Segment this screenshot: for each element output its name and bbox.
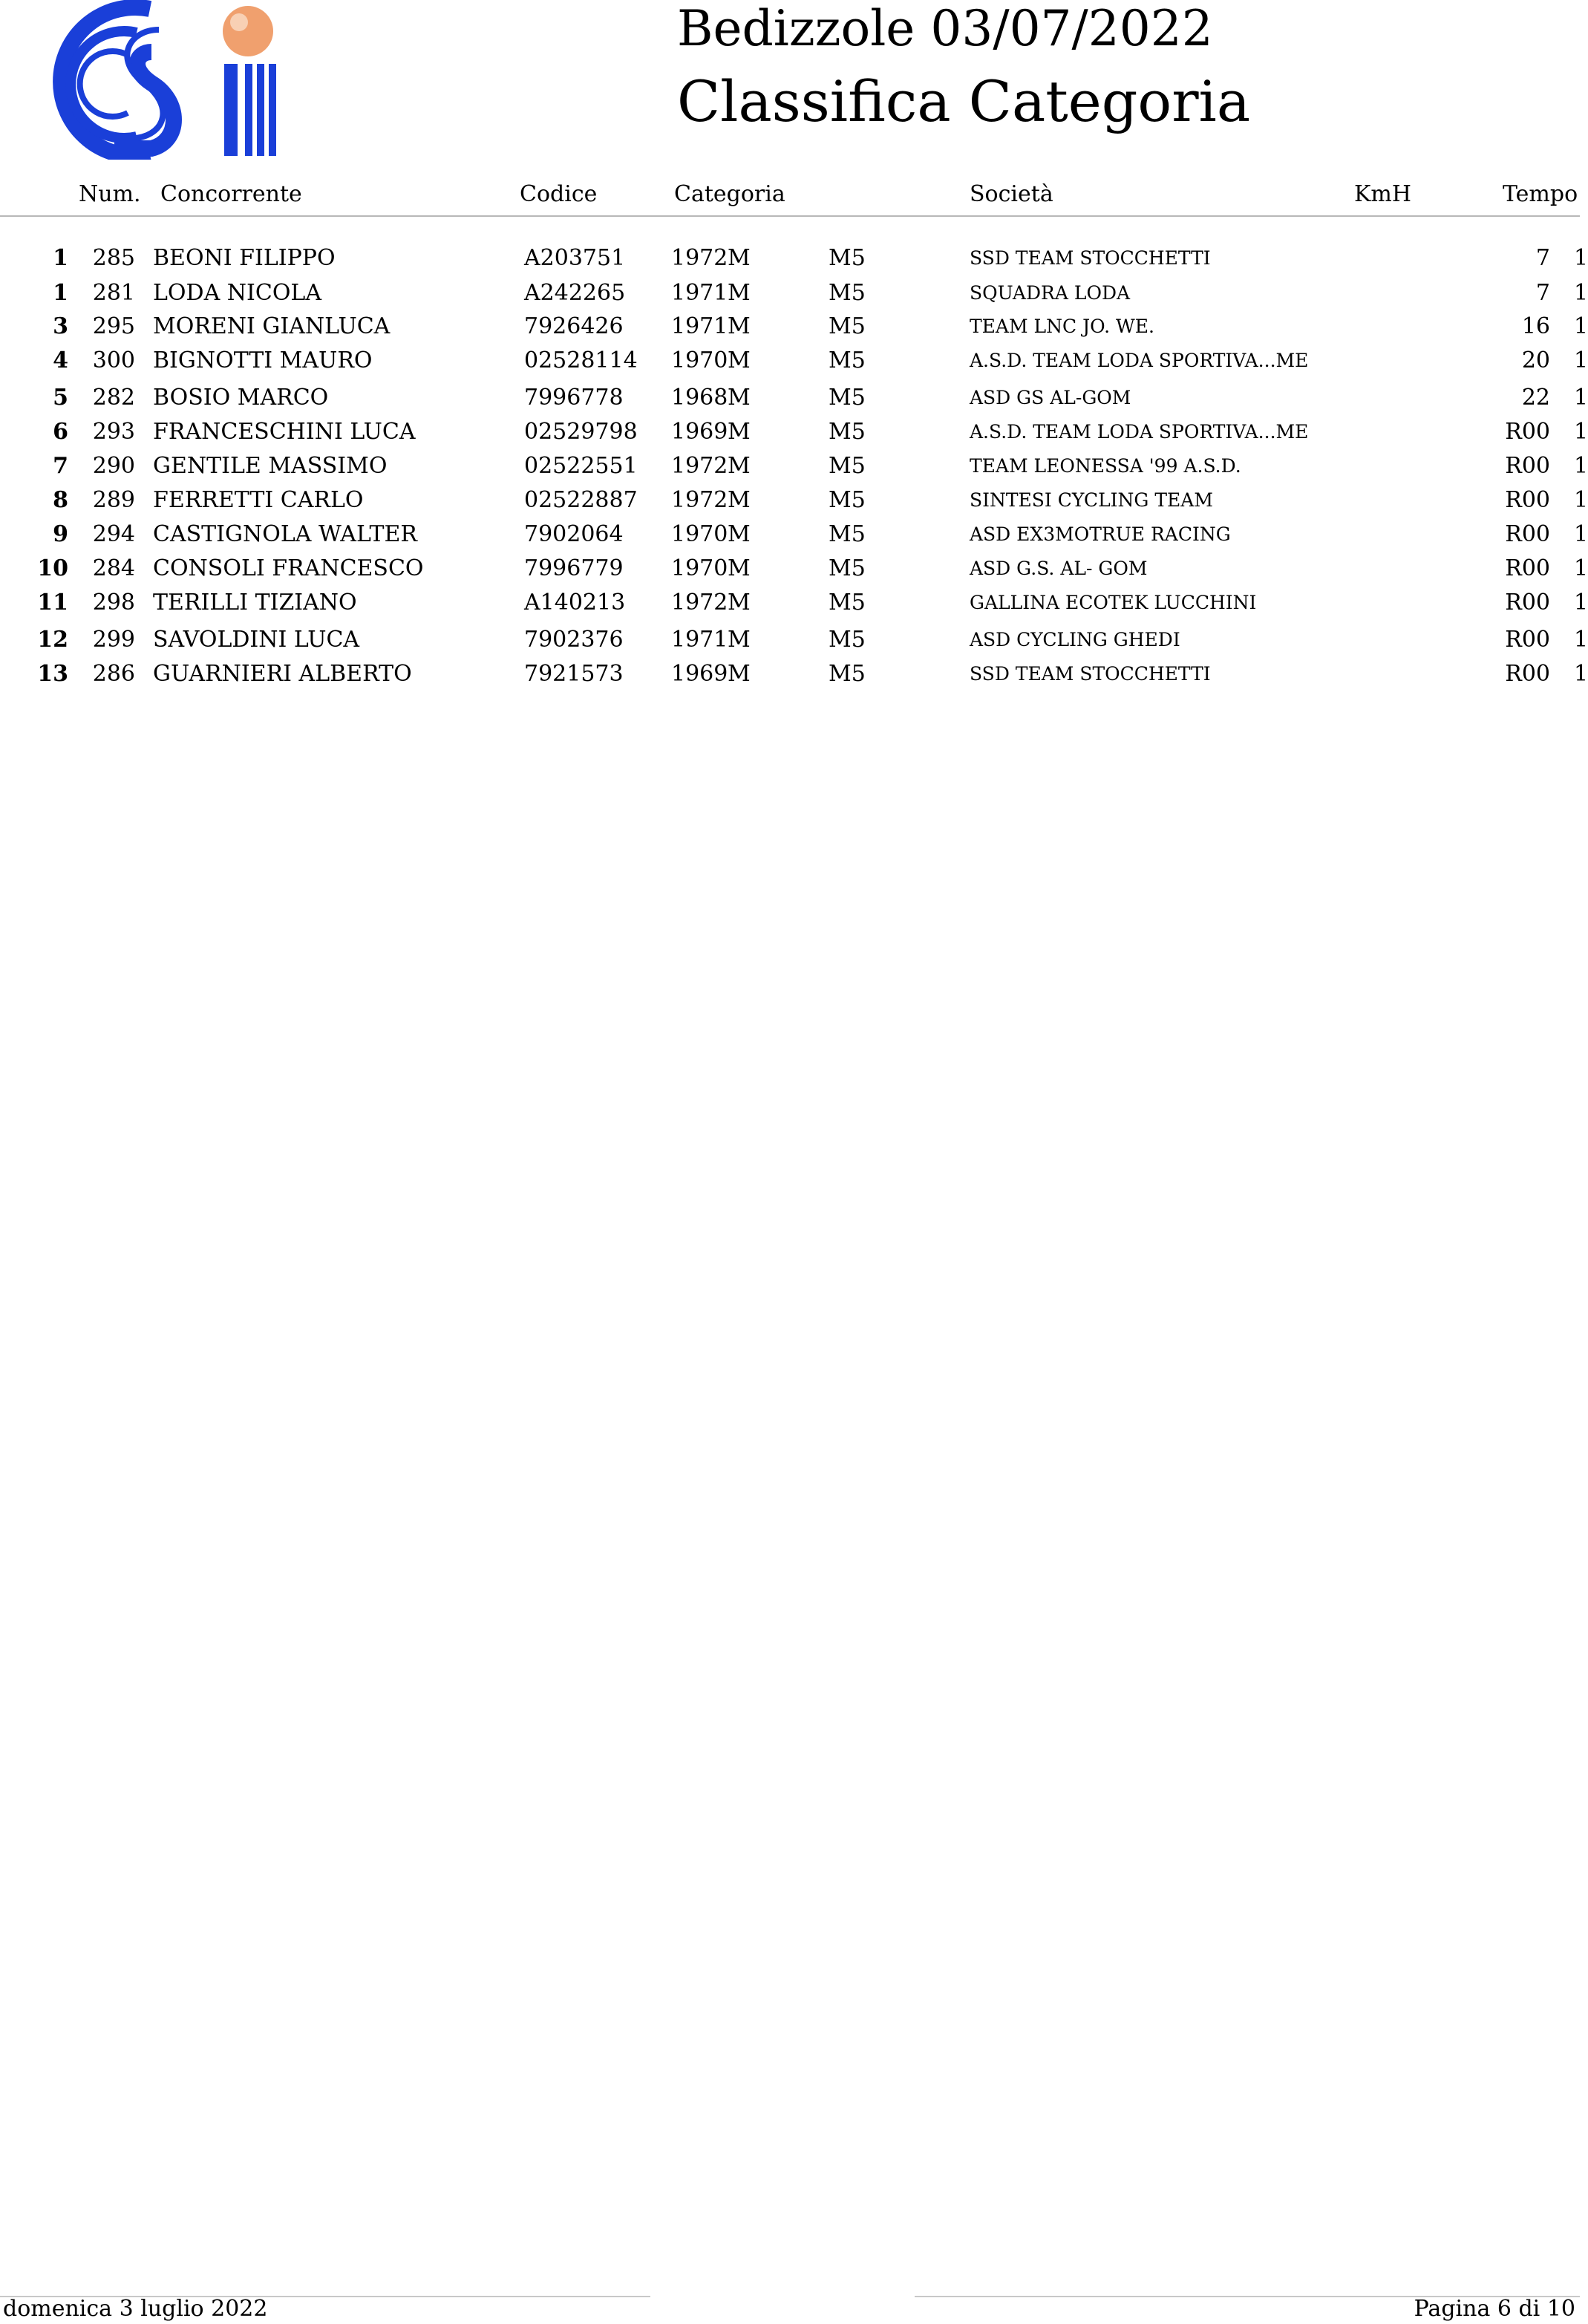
row-category: M5 — [829, 313, 866, 339]
row-code: 02522887 — [524, 487, 638, 513]
row-category: M5 — [829, 521, 866, 547]
row-position: 5 — [53, 385, 68, 411]
row-birth-year: 1971 — [671, 280, 728, 306]
row-competitor-name: FRANCESCHINI LUCA — [153, 419, 416, 445]
row-kmh: R00 — [1505, 487, 1550, 513]
row-competitor-name: MORENI GIANLUCA — [153, 313, 391, 339]
row-kmh: R00 — [1505, 555, 1550, 581]
table-row — [0, 659, 1586, 689]
table-row — [0, 417, 1586, 447]
row-team: SSD TEAM STOCCHETTI — [970, 247, 1211, 269]
row-kmh: R00 — [1505, 627, 1550, 653]
row-bib-number: 298 — [92, 590, 135, 616]
row-sex: M — [728, 453, 751, 479]
row-kmh: 7 — [1535, 280, 1550, 306]
logo-ball-icon — [223, 6, 273, 56]
row-bib-number: 281 — [92, 280, 135, 306]
row-position: 10 — [37, 555, 68, 581]
row-position: 9 — [53, 521, 68, 547]
row-bib-number: 295 — [92, 313, 135, 339]
row-team: ASD G.S. AL- GOM — [970, 558, 1148, 579]
row-kmh: R00 — [1505, 590, 1550, 616]
row-category: M5 — [829, 555, 866, 581]
row-birth-year: 1972 — [671, 487, 728, 513]
row-category: M5 — [829, 627, 866, 653]
row-competitor-name: FERRETTI CARLO — [153, 487, 364, 513]
row-sex: M — [728, 280, 751, 306]
row-sex: M — [728, 385, 751, 411]
row-tempo: 1 — [1574, 453, 1588, 479]
row-category: M5 — [829, 245, 866, 271]
row-bib-number: 293 — [92, 419, 135, 445]
col-header-num: Num. — [79, 181, 141, 207]
row-code: 7996778 — [524, 385, 624, 411]
csi-logo-graphic — [25, 0, 278, 160]
row-sex: M — [728, 627, 751, 653]
row-tempo: 1 — [1574, 313, 1588, 339]
row-kmh: 22 — [1521, 385, 1550, 411]
row-position: 4 — [53, 347, 68, 373]
table-row — [0, 346, 1586, 376]
row-position: 8 — [53, 487, 68, 513]
row-sex: M — [728, 661, 751, 687]
row-category: M5 — [829, 419, 866, 445]
row-tempo: 1 — [1574, 627, 1588, 653]
table-row — [0, 554, 1586, 584]
row-position: 12 — [37, 627, 68, 653]
row-sex: M — [728, 347, 751, 373]
row-competitor-name: BEONI FILIPPO — [153, 245, 336, 271]
row-sex: M — [728, 590, 751, 616]
row-competitor-name: GUARNIERI ALBERTO — [153, 661, 412, 687]
row-team: TEAM LEONESSA '99 A.S.D. — [970, 455, 1241, 477]
row-code: 02528114 — [524, 347, 638, 373]
row-bib-number: 300 — [92, 347, 135, 373]
row-birth-year: 1972 — [671, 590, 728, 616]
row-bib-number: 285 — [92, 245, 135, 271]
row-tempo: 1 — [1574, 385, 1588, 411]
row-birth-year: 1969 — [671, 661, 728, 687]
row-team: ASD GS AL-GOM — [970, 387, 1131, 408]
row-tempo: 1 — [1574, 347, 1588, 373]
row-birth-year: 1970 — [671, 555, 728, 581]
page-subtitle: Classifica Categoria — [677, 68, 1251, 134]
row-competitor-name: CONSOLI FRANCESCO — [153, 555, 424, 581]
row-bib-number: 282 — [92, 385, 135, 411]
row-birth-year: 1972 — [671, 245, 728, 271]
footer-page-number: Pagina 6 di 10 — [1414, 2296, 1575, 2322]
row-tempo: 1 — [1574, 521, 1588, 547]
row-team: A.S.D. TEAM LODA SPORTIVA...ME — [970, 350, 1309, 371]
row-category: M5 — [829, 661, 866, 687]
row-code: 7902376 — [524, 627, 624, 653]
row-code: A140213 — [524, 590, 626, 616]
row-birth-year: 1971 — [671, 627, 728, 653]
row-competitor-name: GENTILE MASSIMO — [153, 453, 388, 479]
row-kmh: 20 — [1521, 347, 1550, 373]
row-competitor-name: BIGNOTTI MAURO — [153, 347, 373, 373]
col-header-tempo: Tempo — [1503, 181, 1578, 207]
row-category: M5 — [829, 487, 866, 513]
footer-date: domenica 3 luglio 2022 — [3, 2296, 268, 2322]
row-team: SINTESI CYCLING TEAM — [970, 489, 1213, 511]
row-kmh: 7 — [1535, 245, 1550, 271]
col-header-kmh: KmH — [1354, 181, 1412, 207]
row-position: 13 — [37, 661, 68, 687]
page-title: Bedizzole 03/07/2022 — [677, 0, 1213, 57]
row-code: 7921573 — [524, 661, 624, 687]
col-header-concorrente: Concorrente — [160, 181, 302, 207]
row-competitor-name: SAVOLDINI LUCA — [153, 627, 360, 653]
row-code: 7926426 — [524, 313, 624, 339]
row-category: M5 — [829, 453, 866, 479]
row-birth-year: 1968 — [671, 385, 728, 411]
row-team: SSD TEAM STOCCHETTI — [970, 663, 1211, 685]
row-position: 1 — [53, 280, 68, 306]
row-bib-number: 286 — [92, 661, 135, 687]
row-sex: M — [728, 487, 751, 513]
row-bib-number: 284 — [92, 555, 135, 581]
row-competitor-name: CASTIGNOLA WALTER — [153, 521, 417, 547]
row-code: 02522551 — [524, 453, 638, 479]
table-row — [0, 588, 1586, 618]
row-code: A242265 — [524, 280, 626, 306]
row-bib-number: 299 — [92, 627, 135, 653]
table-row — [0, 278, 1586, 308]
table-row — [0, 451, 1586, 481]
row-category: M5 — [829, 347, 866, 373]
row-birth-year: 1970 — [671, 347, 728, 373]
row-birth-year: 1971 — [671, 313, 728, 339]
row-competitor-name: TERILLI TIZIANO — [153, 590, 357, 616]
row-competitor-name: LODA NICOLA — [153, 280, 322, 306]
row-competitor-name: BOSIO MARCO — [153, 385, 329, 411]
row-team: GALLINA ECOTEK LUCCHINI — [970, 592, 1257, 613]
row-category: M5 — [829, 590, 866, 616]
row-tempo: 1 — [1574, 661, 1588, 687]
col-header-categoria: Categoria — [674, 181, 785, 207]
table-row — [0, 486, 1586, 515]
row-team: ASD EX3MOTRUE RACING — [970, 523, 1231, 545]
row-bib-number: 289 — [92, 487, 135, 513]
row-birth-year: 1970 — [671, 521, 728, 547]
row-category: M5 — [829, 280, 866, 306]
row-team: TEAM LNC JO. WE. — [970, 316, 1154, 337]
row-sex: M — [728, 245, 751, 271]
row-sex: M — [728, 313, 751, 339]
row-position: 1 — [53, 245, 68, 271]
row-position: 7 — [53, 453, 68, 479]
row-code: 02529798 — [524, 419, 638, 445]
table-row — [0, 383, 1586, 413]
row-tempo: 1 — [1574, 419, 1588, 445]
row-tempo: 1 — [1574, 555, 1588, 581]
row-kmh: R00 — [1505, 453, 1550, 479]
row-team: SQUADRA LODA — [970, 282, 1131, 304]
row-kmh: R00 — [1505, 521, 1550, 547]
row-kmh: 16 — [1521, 313, 1550, 339]
row-position: 6 — [53, 419, 68, 445]
row-position: 11 — [37, 590, 68, 616]
table-row — [0, 625, 1586, 655]
row-kmh: R00 — [1505, 419, 1550, 445]
row-birth-year: 1969 — [671, 419, 728, 445]
row-code: 7996779 — [524, 555, 624, 581]
row-sex: M — [728, 521, 751, 547]
row-team: A.S.D. TEAM LODA SPORTIVA...ME — [970, 421, 1309, 443]
col-header-codice: Codice — [520, 181, 598, 207]
row-sex: M — [728, 555, 751, 581]
row-tempo: 1 — [1574, 245, 1588, 271]
row-code: A203751 — [524, 245, 626, 271]
csi-logo — [25, 0, 278, 160]
row-position: 3 — [53, 313, 68, 339]
row-tempo: 1 — [1574, 487, 1588, 513]
header-divider — [0, 215, 1580, 217]
table-row — [0, 244, 1586, 273]
row-tempo: 1 — [1574, 280, 1588, 306]
row-birth-year: 1972 — [671, 453, 728, 479]
row-team: ASD CYCLING GHEDI — [970, 629, 1180, 650]
table-row — [0, 312, 1586, 342]
col-header-societa: Società — [970, 181, 1053, 207]
row-bib-number: 290 — [92, 453, 135, 479]
row-kmh: R00 — [1505, 661, 1550, 687]
row-category: M5 — [829, 385, 866, 411]
table-row — [0, 520, 1586, 549]
row-bib-number: 294 — [92, 521, 135, 547]
row-code: 7902064 — [524, 521, 624, 547]
row-sex: M — [728, 419, 751, 445]
row-tempo: 1 — [1574, 590, 1588, 616]
